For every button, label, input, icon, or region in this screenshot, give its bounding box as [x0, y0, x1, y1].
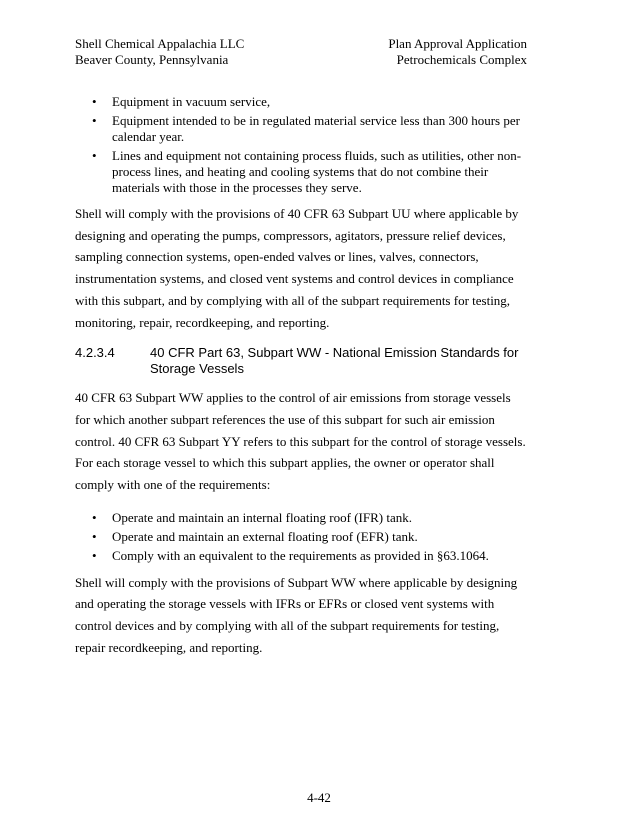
list-item-text: Comply with an equivalent to the requirements as provided in §63.1064. [112, 547, 489, 563]
page-footer [0, 790, 638, 806]
document-title: Plan Approval Application [388, 36, 527, 51]
list-item-text: Operate and maintain an external floating roof (EFR) tank. [112, 528, 418, 544]
bullet-icon: • [92, 509, 97, 525]
bullet-icon: • [92, 94, 97, 109]
section-heading [75, 345, 527, 377]
company-location: Beaver County, Pennsylvania [75, 52, 229, 67]
list-item [75, 529, 527, 545]
exemption-list [75, 94, 527, 196]
list-item-text: Operate and maintain an internal floating roof (IFR) tank. [112, 509, 412, 525]
list-item [75, 94, 527, 110]
header-left [75, 36, 244, 68]
section-title-line1: 40 CFR Part 63, Subpart WW - National Emission Standards for [150, 345, 519, 361]
page-content [75, 94, 527, 659]
subpart-ww-compliance-paragraph: Shell will comply with the provisions of Subpart WW where applicable by designing and operating the storage vessels with IFRs or EFRs or closed vent systems with control devices and by complying with all of the subpart requirements for testing, repair recordkeeping, and reporting. [75, 574, 518, 655]
page-number: 4-42 [307, 790, 331, 805]
list-item [75, 510, 527, 526]
subpart-ww-applicability-paragraph: 40 CFR 63 Subpart WW applies to the control of air emissions from storage vessels for which another subpart references the use of this subpart for such air emission control. 40 CFR 63 Subpart YY refers to this subpart for the control of storage vessels. For each storage vessel to which this subpart applies, the owner or operator shall comply with one of the requirements: [75, 390, 526, 493]
subpart-uu-compliance-paragraph: Shell will comply with the provisions of 40 CFR 63 Subpart UU where applicable by designing and operating the pumps, compressors, agitators, pressure relief devices, sampling connection systems, open-ended valves or lines, valves, connectors, instrumentation systems, and closed vent systems and control devices in compliance with this subpart, and by complying with all of the subpart requirements for testing, monitoring, repair, recordkeeping, and reporting. [75, 206, 519, 330]
list-item-text: Equipment in vacuum service, [112, 94, 271, 109]
section-number: 4.2.3.4 [75, 345, 115, 361]
list-item-text: Equipment intended to be in regulated material service less than 300 hours per calendar year. [112, 113, 520, 144]
company-name: Shell Chemical Appalachia LLC [75, 36, 245, 51]
list-item-text: Lines and equipment not containing process fluids, such as utilities, other non-process lines, and heating and cooling systems that do not combine their materials with those in the processes they serve. [112, 148, 522, 195]
list-item [75, 148, 527, 196]
bullet-icon: • [92, 547, 97, 563]
bullet-icon: • [92, 113, 97, 128]
bullet-icon: • [92, 148, 97, 163]
list-item [75, 548, 527, 564]
requirements-list [75, 510, 527, 564]
section-title-line2: Storage Vessels [150, 361, 244, 377]
project-name: Petrochemicals Complex [396, 52, 527, 67]
header-right [388, 36, 527, 68]
bullet-icon: • [92, 528, 97, 544]
list-item [75, 113, 527, 145]
